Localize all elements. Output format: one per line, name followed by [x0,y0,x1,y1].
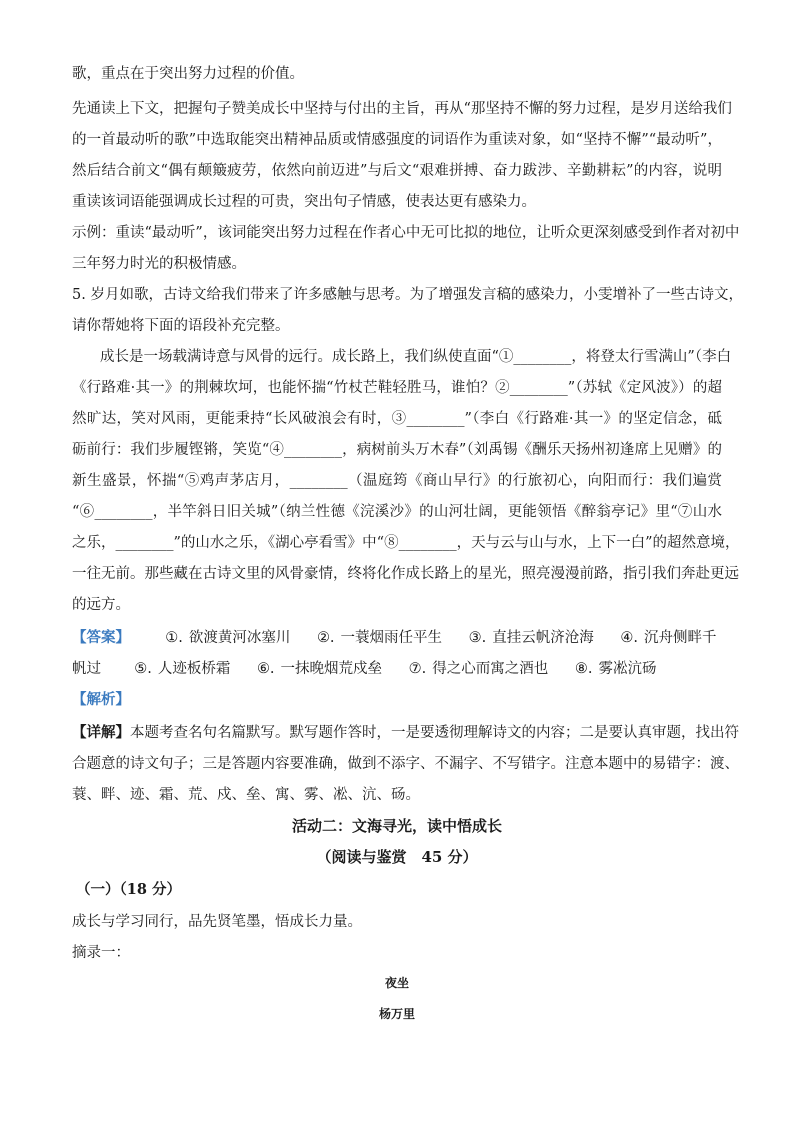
section-label: （一）（18 分） [76,881,181,898]
answer-label: 【答案】 [72,629,130,646]
answer-item: ④. 沉舟侧畔千 [620,630,717,646]
text-line: 示例：重读“最动听”，该词能突出努力过程在作者心中无可比拟的地位，让听众更深刻感受到作者对初中 [72,225,740,241]
text-line: 歌，重点在于突出努力过程的价值。 [72,66,304,82]
text-line: 然后结合前文“偶有颠簸疲劳，依然向前迈进”与后文“艰难拼搏、奋力跋涉、辛勤耕耘”的内容，说明 [72,163,722,179]
answer-item: ①. 欲渡黄河冰塞川 [165,630,291,646]
passage-line: 《行路难·其一》的荆棘坎坷，也能怀揣“竹杖芒鞋轻胜马，谁怕？②________”（苏轼《定风波》）的超 [72,380,722,396]
passage-line: 一往无前。那些藏在古诗文里的风骨豪情，终将化作成长路上的星光，照亮漫漫前路，指引我们奔赴更远 [72,566,739,582]
passage-line: 的远方。 [72,597,130,613]
answer-item: ⑥. 一抹晚烟荒戍垒 [256,661,383,677]
passage-line: 砺前行：我们步履铿锵，笑览“④________，病树前头万木春”（刘禹锡《酬乐天扬州初逢席上见赠》的 [72,442,722,458]
text-line: 先通读上下文，把握句子赞美成长中坚持与付出的主旨，再从“那坚持不懈的努力过程，是岁月送给我们 [72,101,732,117]
text-line: 三年努力时光的积极情感。 [72,256,246,272]
answer-line [72,628,716,648]
answer-item: ③. 直挂云帆济沧海 [468,630,594,646]
question-5-line: 5. 岁月如歌，古诗文给我们带来了许多感触与思考。为了增强发言稿的感染力，小雯增补了一些古诗文， [72,287,743,303]
answer-item: ⑧. 雾凇沆砀 [574,661,657,677]
detail-label: 【详解】 [72,724,130,741]
text-line: 重读该词语能强调成长过程的可贵，突出句子情感，使表达更有感染力。 [72,194,536,210]
answer-item: ⑦. 得之心而寓之酒也 [408,661,549,677]
section-intro: 成长与学习同行，品先贤笔墨，悟成长力量。 [72,914,362,930]
analysis-line: 蓑、畔、迹、霜、荒、戍、垒、寓、雾、凇、沆、砀。 [72,787,420,803]
analysis-line: 合题意的诗文句子；三是答题内容要准确，做到不添字、不漏字、不写错字。注意本题中的易错字：渡、 [72,756,739,772]
passage-line: 成长是一场载满诗意与风骨的远行。成长路上，我们纵使直面“①________，将登太行雪满山”（李白 [100,349,732,365]
answer-item: ⑤. 人迹板桥霜 [134,661,231,677]
analysis-label: 【解析】 [72,691,130,708]
passage-line: 然旷达，笑对风雨，更能秉持“长风破浪会有时，③________”（李白《行路难·其一》的坚定信念，砥 [72,411,722,427]
analysis-label-line [72,690,130,710]
activity-subtitle: （阅读与鉴赏 45 分） [316,848,478,866]
poem-title: 夜坐 [384,976,409,990]
answer-continuation: 帆过 [72,661,101,677]
question-5-line: 请你帮她将下面的语段补充完整。 [72,318,290,334]
excerpt-label: 摘录一： [72,945,130,961]
passage-line: “⑥________，半竿斜日旧关城”（纳兰性德《浣溪沙》的山河壮阔，更能领悟《醉翁亭记》里“⑦山水 [72,504,722,520]
passage-line: 之乐，________”的山水之乐，《湖心亭看雪》中“⑧________，天与云与山与水，上下一白”的超然意境， [72,535,740,551]
text-line: 的一首最动听的歌”中选取能突出精神品质或情感强度的词语作为重读对象，如“坚持不懈”“最动听”， [72,132,722,148]
activity-title: 活动二：文海寻光，读中悟成长 [291,817,502,835]
passage-line: 新生盛景，怀揣“⑤鸡声茅店月，________（温庭筠《商山早行》的行旅初心，向阳而行：我们遍赏 [72,473,722,489]
analysis-line: 【详解】本题考查名句名篇默写。默写题作答时，一是要透彻理解诗文的内容；二是要认真审题，找出符 [72,724,739,741]
answer-line [72,659,656,679]
answer-item: ②. 一蓑烟雨任平生 [316,630,443,646]
poem-author: 杨万里 [378,1007,415,1021]
